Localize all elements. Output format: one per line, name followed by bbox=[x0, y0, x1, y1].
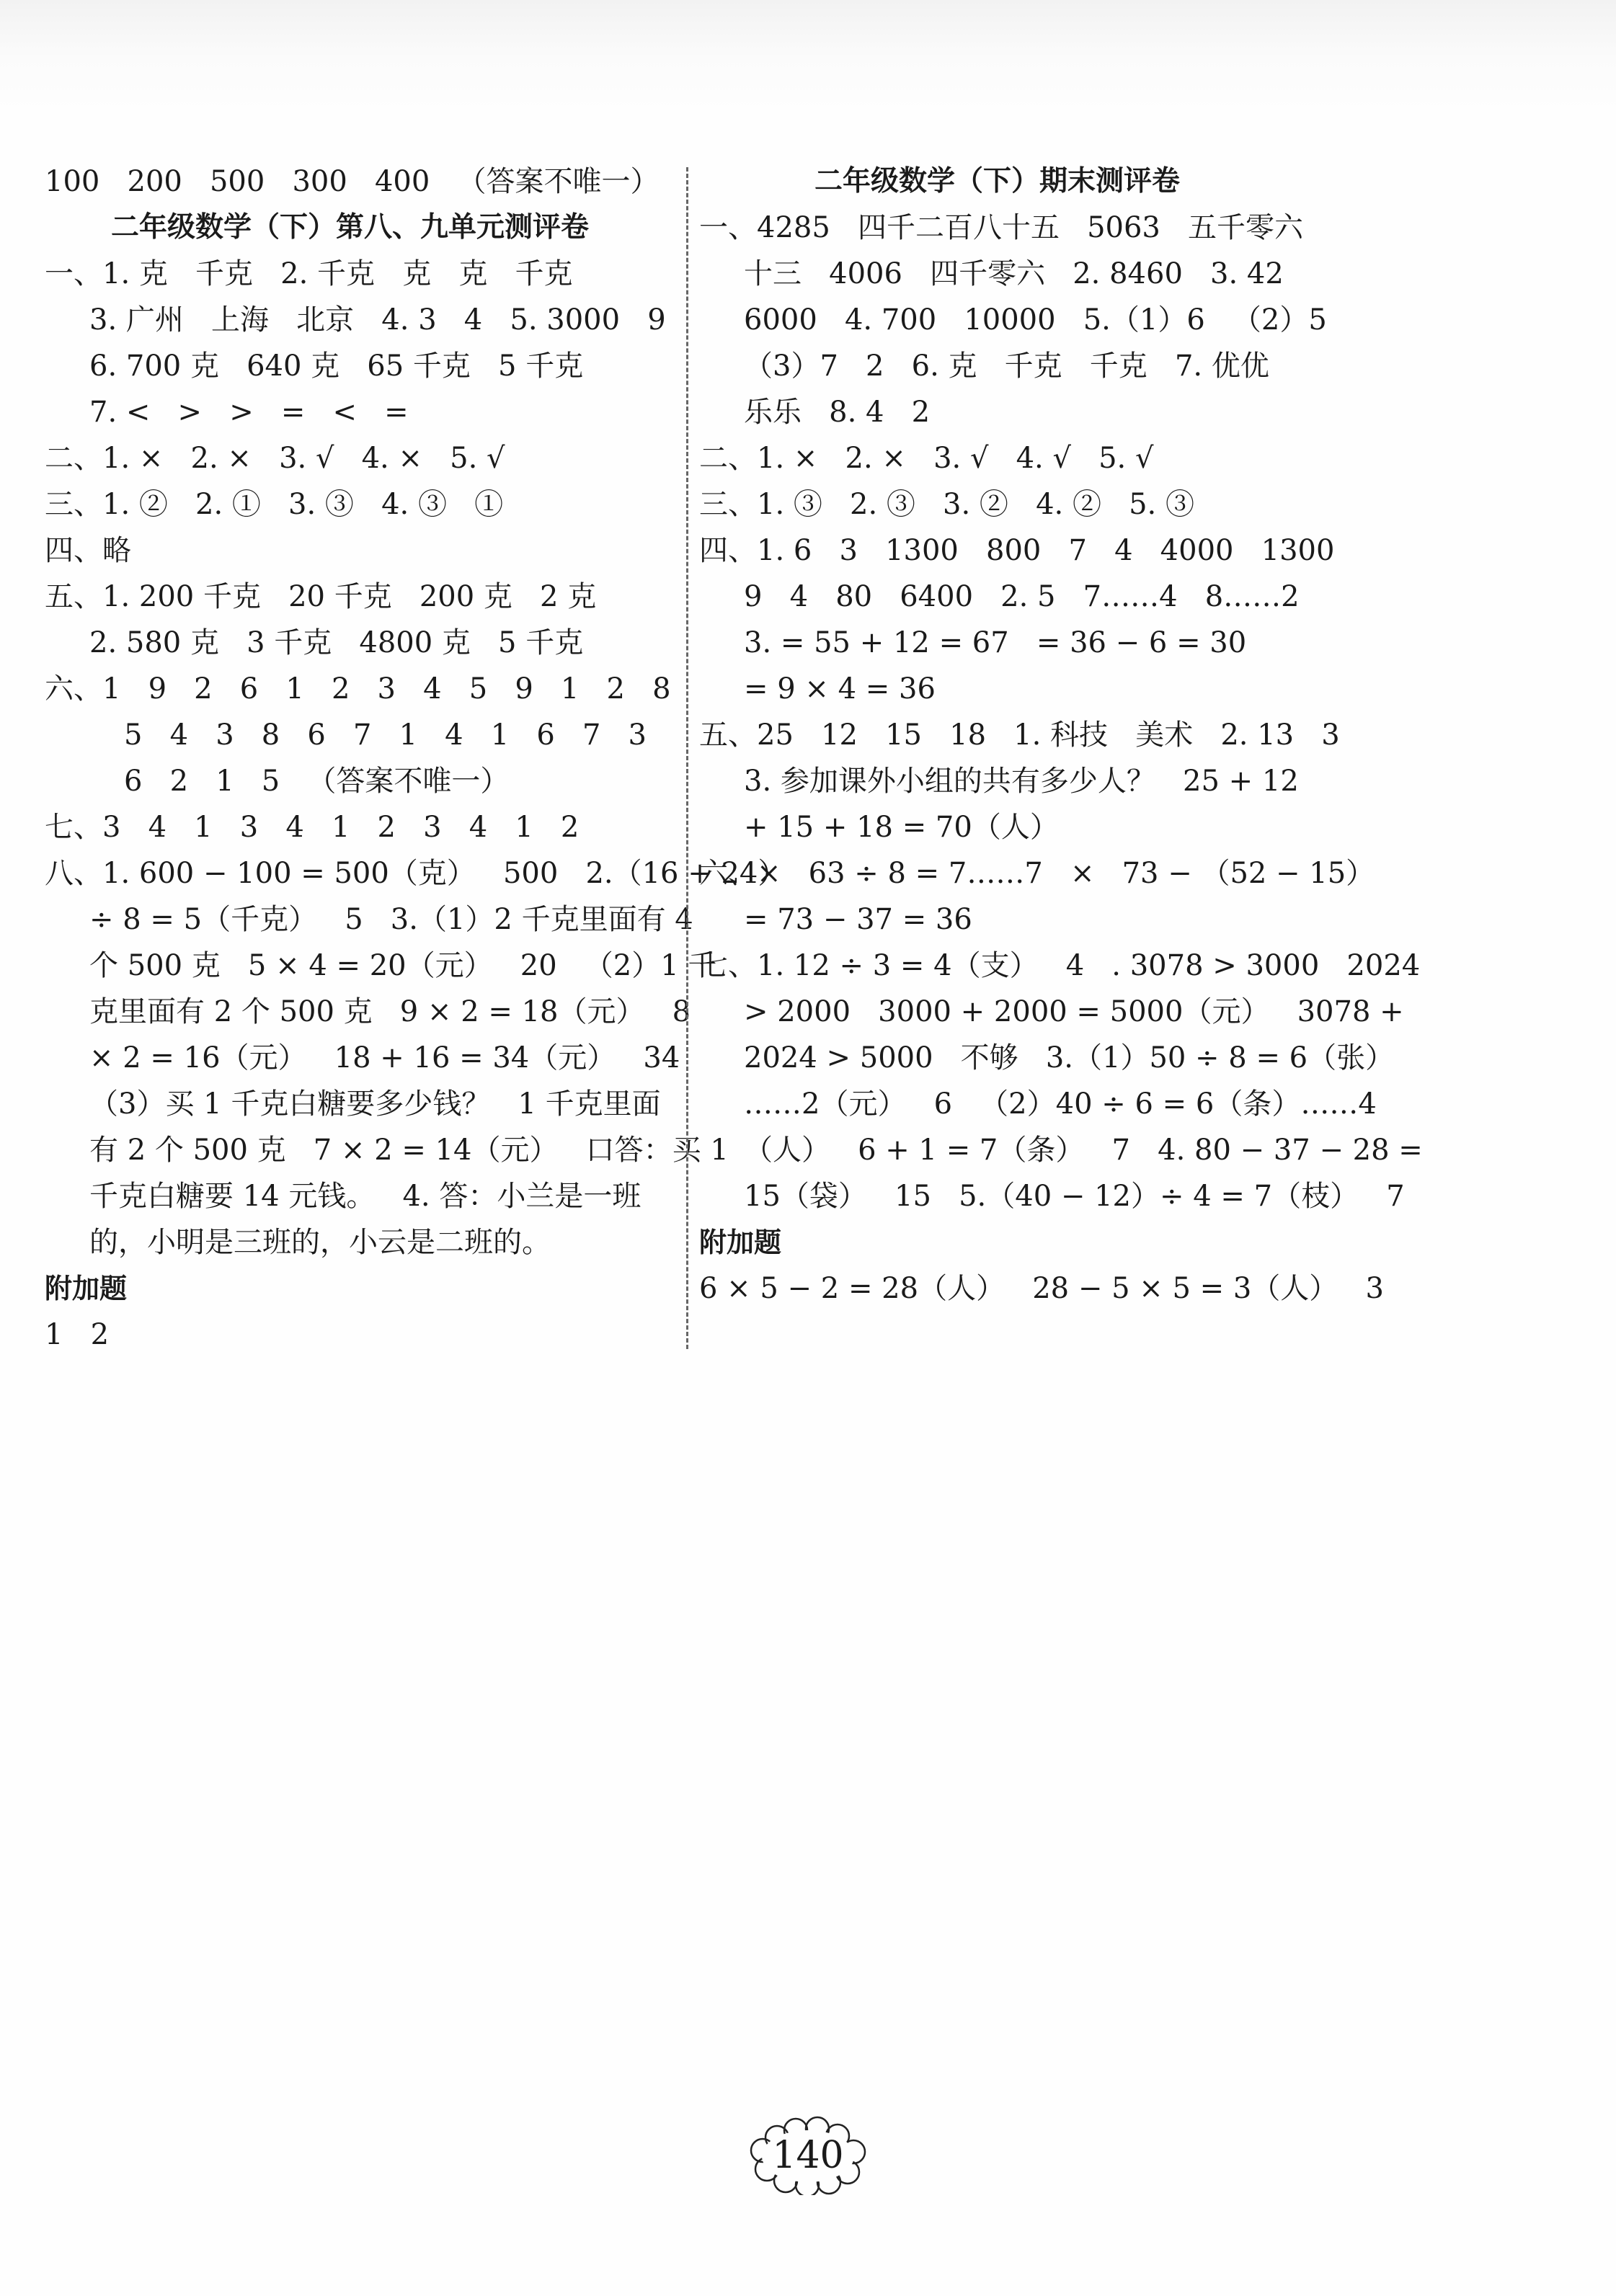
answer-line: 千克白糖要 14 元钱。 4. 答：小兰是一班 bbox=[89, 1180, 641, 1213]
answer-line: （人） 6 + 1 = 7（条） 7 4. 80 − 37 − 28 = bbox=[744, 1134, 1423, 1167]
answer-line: 七、3 4 1 3 4 1 2 3 4 1 2 bbox=[45, 811, 580, 844]
answer-line: 十三 4006 四千零六 2. 8460 3. 42 bbox=[744, 257, 1284, 290]
section-title: 二年级数学（下）第八、九单元测评卷 bbox=[111, 211, 590, 244]
answer-line: 一、4285 四千二百八十五 5063 五千零六 bbox=[699, 211, 1304, 244]
answer-line: 6. 700 克 640 克 65 千克 5 千克 bbox=[89, 350, 584, 383]
answer-line: = 73 − 37 = 36 bbox=[744, 903, 972, 936]
answer-line: 有 2 个 500 克 7 × 2 = 14（元） 口答：买 1 bbox=[89, 1134, 729, 1167]
answer-line: 二、1. × 2. × 3. √ 4. × 5. √ bbox=[45, 442, 505, 475]
answer-line: 六、× 63 ÷ 8 = 7……7 × 73 − （52 − 15） bbox=[699, 857, 1375, 890]
answer-line: 2024 > 5000 不够 3.（1）50 ÷ 8 = 6（张） bbox=[744, 1041, 1395, 1074]
answer-line: 9 4 80 6400 2. 5 7……4 8……2 bbox=[744, 580, 1300, 613]
answer-line: ……2（元） 6 （2）40 ÷ 6 = 6（条）……4 bbox=[744, 1087, 1377, 1121]
answer-line: 3. 参加课外小组的共有多少人？ 25 + 12 bbox=[744, 765, 1299, 798]
answer-line: （3）7 2 6. 克 千克 千克 7. 优优 bbox=[744, 350, 1269, 383]
answer-line: 3. = 55 + 12 = 67 = 36 − 6 = 30 bbox=[744, 626, 1247, 659]
page-number bbox=[748, 2116, 868, 2195]
answer-line: = 9 × 4 = 36 bbox=[744, 672, 936, 706]
answer-line: 三、1. ② 2. ① 3. ③ 4. ③ ① bbox=[45, 488, 504, 521]
bonus-heading: 附加题 bbox=[45, 1273, 128, 1304]
answer-line: 五、1. 200 千克 20 千克 200 克 2 克 bbox=[45, 580, 597, 613]
answer-line: 1 2 bbox=[45, 1318, 110, 1351]
answer-line: 15（袋） 15 5.（40 − 12）÷ 4 = 7（枝） 7 bbox=[744, 1180, 1405, 1213]
answer-line: + 15 + 18 = 70（人） bbox=[744, 811, 1059, 844]
answer-line: 2. 580 克 3 千克 4800 克 5 千克 bbox=[89, 626, 584, 659]
answer-line: （3）买 1 千克白糖要多少钱？ 1 千克里面 bbox=[89, 1087, 661, 1121]
answer-line: 个 500 克 5 × 4 = 20（元） 20 （2）1 千 bbox=[89, 949, 717, 982]
answer-line: 八、1. 600 − 100 = 500（克） 500 2.（16 + 24） bbox=[45, 857, 787, 890]
answer-line: 6 2 1 5 （答案不唯一） bbox=[124, 765, 510, 798]
answer-line: 7. < > > = < = bbox=[89, 396, 409, 429]
answer-line: 六、1 9 2 6 1 2 3 4 5 9 1 2 8 bbox=[45, 672, 671, 706]
answer-line: 一、1. 克 千克 2. 千克 克 克 千克 bbox=[45, 257, 573, 290]
answer-line: 3. 广州 上海 北京 4. 3 4 5. 3000 9 bbox=[89, 303, 666, 337]
answer-line: 的，小明是三班的，小云是二班的。 bbox=[89, 1226, 551, 1259]
column-divider bbox=[686, 167, 688, 1349]
answer-line: 七、1. 12 ÷ 3 = 4（支） 4 . 3078 > 3000 2024 bbox=[699, 949, 1421, 982]
answer-line: 四、1. 6 3 1300 800 7 4 4000 1300 bbox=[699, 534, 1335, 567]
answer-line: 100 200 500 300 400 （答案不唯一） bbox=[45, 165, 660, 198]
answer-line: ÷ 8 = 5（千克） 5 3.（1）2 千克里面有 4 bbox=[89, 903, 693, 936]
answer-line: 二、1. × 2. × 3. √ 4. √ 5. √ bbox=[699, 442, 1154, 475]
answer-line: 克里面有 2 个 500 克 9 × 2 = 18（元） 8 bbox=[89, 995, 691, 1028]
answer-line: 乐乐 8. 4 2 bbox=[744, 396, 931, 429]
answer-line: > 2000 3000 + 2000 = 5000（元） 3078 + bbox=[744, 995, 1404, 1028]
answer-line: 6000 4. 700 10000 5.（1）6 （2）5 bbox=[744, 303, 1327, 337]
answer-line: 四、略 bbox=[45, 534, 131, 567]
answer-line: 五、25 12 15 18 1. 科技 美术 2. 13 3 bbox=[699, 718, 1340, 752]
answer-line: 三、1. ③ 2. ③ 3. ② 4. ② 5. ③ bbox=[699, 488, 1194, 521]
section-title: 二年级数学（下）期末测评卷 bbox=[814, 165, 1181, 197]
page-number-text: 140 bbox=[772, 2134, 844, 2177]
answer-line: 5 4 3 8 6 7 1 4 1 6 7 3 bbox=[124, 718, 647, 752]
bonus-heading: 附加题 bbox=[699, 1227, 782, 1258]
answer-line: 6 × 5 − 2 = 28（人） 28 − 5 × 5 = 3（人） 3 bbox=[699, 1272, 1384, 1305]
answer-line: × 2 = 16（元） 18 + 16 = 34（元） 34 bbox=[89, 1041, 680, 1074]
